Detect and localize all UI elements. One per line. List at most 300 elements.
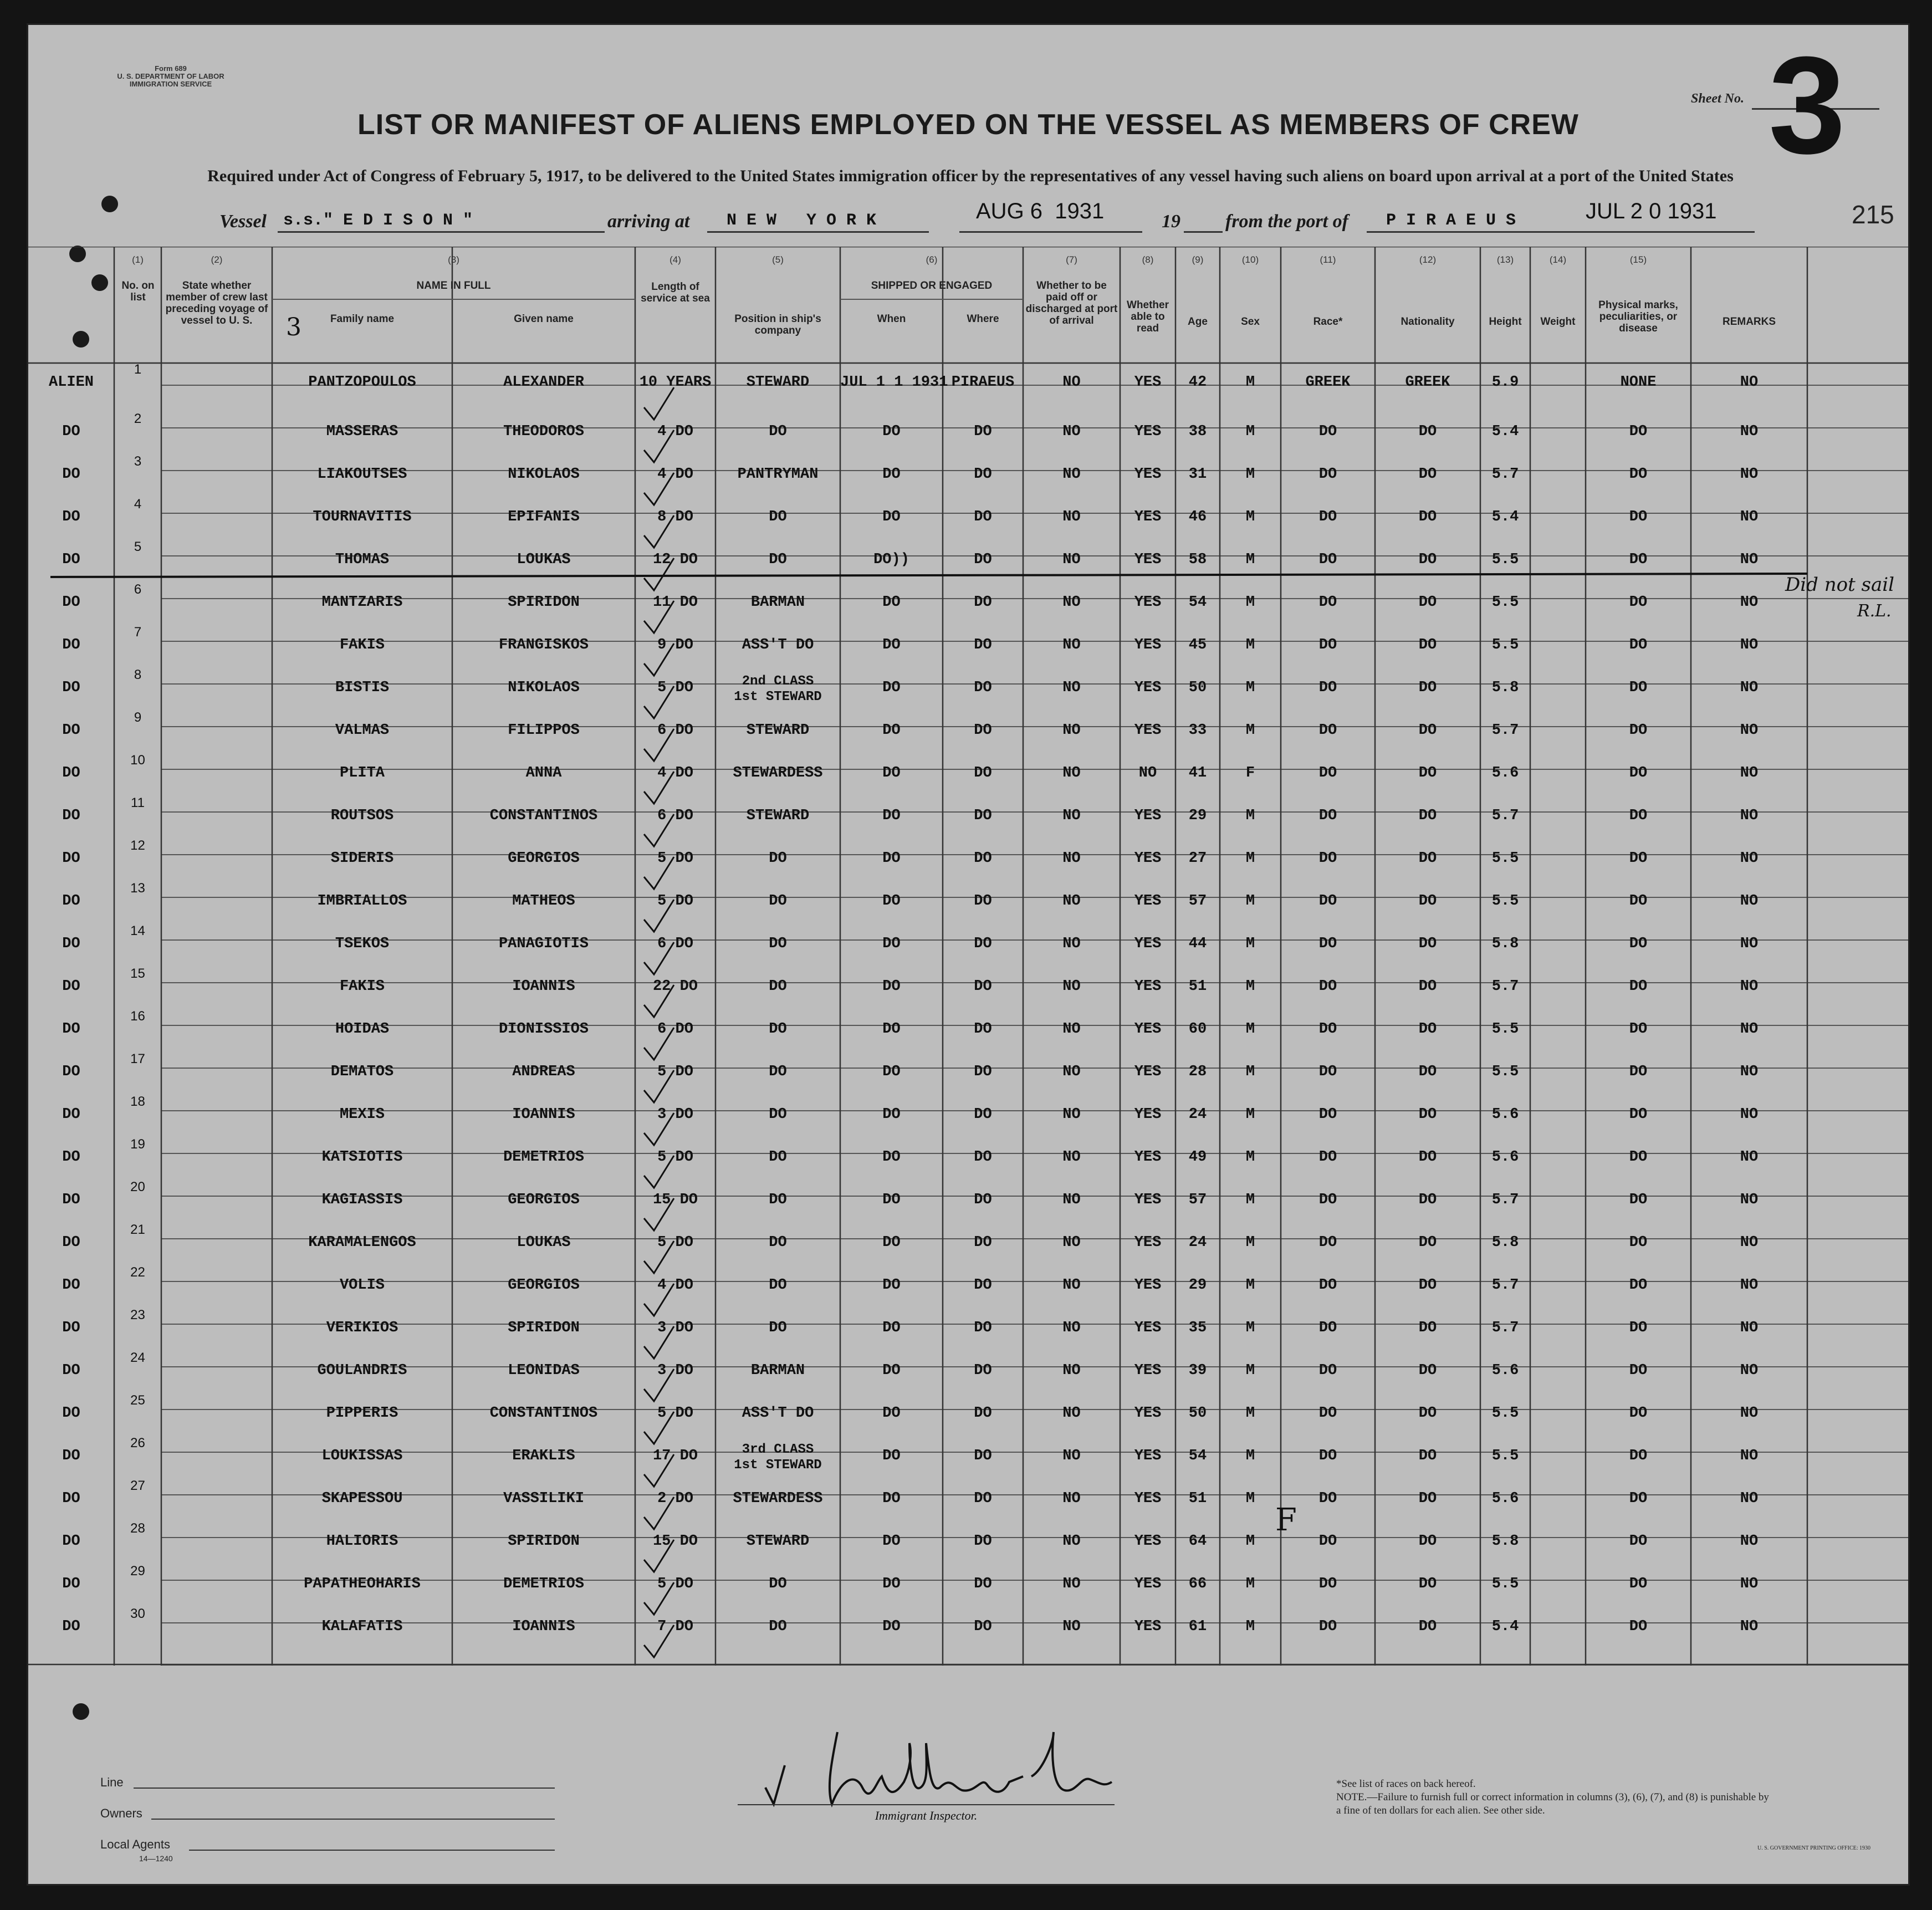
cell-height: 5.8: [1491, 1234, 1519, 1251]
cell-given: LOUKAS: [517, 1234, 571, 1251]
cell-family: HALIORIS: [326, 1533, 398, 1550]
cell-marks: DO: [1629, 1149, 1648, 1166]
when-header: When: [877, 313, 906, 325]
cell-race: DO: [1318, 466, 1337, 483]
cell-remarks: NO: [1740, 1448, 1759, 1464]
cell-given: GEORGIOS: [508, 850, 580, 867]
strike-through-line: [50, 574, 1807, 577]
cell-paid: NO: [1062, 1320, 1081, 1336]
cell-when: DO: [882, 1405, 901, 1422]
year-underline: [1184, 231, 1223, 233]
cell-given: DEMETRIOS: [503, 1149, 584, 1166]
cell-no: 11: [131, 795, 145, 810]
cell-position: DO: [769, 509, 787, 525]
cell-nationality: DO: [1418, 466, 1437, 483]
cell-when: DO: [882, 1533, 901, 1550]
cell-nationality: DO: [1418, 1405, 1437, 1422]
cell-no: 8: [134, 667, 142, 682]
cell-family: PLITA: [339, 765, 385, 782]
cell-position: DO: [769, 1277, 787, 1294]
cell-paid: NO: [1062, 1533, 1081, 1550]
cell-status: DO: [62, 551, 80, 568]
cell-race: DO: [1318, 893, 1337, 910]
column-number: (13): [1496, 254, 1514, 265]
cell-position: DO: [769, 1234, 787, 1251]
cell-sex: M: [1245, 1149, 1255, 1166]
cell-nationality: DO: [1418, 1192, 1437, 1208]
cell-race: DO: [1318, 1576, 1337, 1592]
cell-paid: NO: [1062, 893, 1081, 910]
cell-marks: DO: [1629, 1405, 1648, 1422]
height-header: Height: [1489, 316, 1522, 328]
cell-read: YES: [1134, 1277, 1162, 1294]
column-number: (5): [772, 254, 784, 265]
column-number: (7): [1066, 254, 1077, 265]
cell-remarks: NO: [1740, 1576, 1759, 1592]
cell-marks: DO: [1629, 1234, 1648, 1251]
cell-remarks: NO: [1740, 1149, 1759, 1166]
owners-label: Owners: [100, 1806, 142, 1820]
cell-race: DO: [1318, 551, 1337, 568]
form-line: Form 689: [155, 64, 187, 73]
cell-nationality: DO: [1418, 1064, 1437, 1080]
cell-marks: DO: [1629, 1362, 1648, 1379]
cell-position: STEWARD: [746, 722, 810, 739]
cell-remarks: NO: [1740, 466, 1759, 483]
cell-race: DO: [1318, 1448, 1337, 1464]
cell-family: SIDERIS: [330, 850, 394, 867]
cell-nationality: DO: [1418, 765, 1437, 782]
cell-status: DO: [62, 722, 80, 739]
punch-hole: [73, 1703, 89, 1720]
cell-age: 45: [1188, 637, 1207, 653]
cell-height: 5.6: [1491, 1362, 1519, 1379]
cell-age: 35: [1188, 1320, 1207, 1336]
no-on-list-header: No. on list: [121, 280, 155, 303]
cell-sex: M: [1245, 1021, 1255, 1038]
vessel-label: Vessel: [219, 211, 267, 232]
cell-nationality: DO: [1418, 1320, 1437, 1336]
cell-age: 61: [1188, 1618, 1207, 1635]
cell-paid: NO: [1062, 423, 1081, 440]
cell-read: YES: [1134, 680, 1162, 696]
cell-position: DO: [769, 551, 787, 568]
column-number: (9): [1192, 254, 1204, 265]
cell-length: 5 DO: [657, 1576, 693, 1592]
cell-where: DO: [974, 1234, 992, 1251]
cell-height: 5.5: [1491, 1021, 1519, 1038]
departure-date-stamp: JUL 2 0 1931: [1586, 199, 1717, 223]
cell-family: KATSIOTIS: [321, 1149, 403, 1166]
races-note: *See list of races on back hereof.: [1336, 1778, 1476, 1790]
family-name-header: Family name: [330, 313, 395, 325]
state-whether-header: State whether member of crew last preceding voyage of vessel to U. S.: [165, 280, 268, 326]
cell-no: 21: [130, 1222, 145, 1237]
cell-when: DO: [882, 978, 901, 995]
cell-no: 17: [130, 1051, 145, 1066]
cell-paid: NO: [1062, 466, 1081, 483]
vessel-underline: [278, 231, 605, 233]
cell-position: DO: [769, 1021, 787, 1038]
column-number: (11): [1320, 254, 1336, 265]
cell-family: KARAMALENGOS: [308, 1234, 416, 1251]
cell-where: DO: [974, 423, 992, 440]
cell-given: PANAGIOTIS: [498, 936, 589, 952]
cell-height: 5.7: [1491, 722, 1519, 739]
cell-paid: NO: [1062, 1149, 1081, 1166]
cell-sex: M: [1245, 722, 1255, 739]
cell-status: DO: [62, 936, 80, 952]
cell-status: DO: [62, 594, 80, 611]
cell-age: 57: [1188, 893, 1207, 910]
cell-status: DO: [62, 1320, 80, 1336]
cell-position: STEWARD: [746, 374, 810, 391]
cell-paid: NO: [1062, 1405, 1081, 1422]
cell-where: DO: [974, 1362, 992, 1379]
form-line: U. S. DEPARTMENT OF LABOR: [117, 72, 224, 80]
column-number: (15): [1629, 254, 1647, 265]
cell-position: STEWARDESS: [733, 1490, 823, 1507]
cell-read: YES: [1134, 423, 1162, 440]
cell-sex: M: [1245, 808, 1255, 824]
line-label: Line: [100, 1775, 124, 1789]
cell-age: 24: [1188, 1234, 1207, 1251]
cell-nationality: DO: [1418, 551, 1437, 568]
cell-height: 5.7: [1491, 1192, 1519, 1208]
cell-no: 22: [130, 1265, 145, 1280]
cell-where: DO: [974, 978, 992, 995]
cell-when: DO: [882, 637, 901, 653]
cell-sex: M: [1245, 1362, 1255, 1379]
cell-read: YES: [1134, 893, 1162, 910]
cell-sex: M: [1245, 1405, 1255, 1422]
cell-when: JUL 1 1 1931: [840, 374, 948, 391]
cell-position: DO: [769, 423, 787, 440]
cell-nationality: GREEK: [1405, 374, 1450, 391]
cell-marks: DO: [1629, 509, 1648, 525]
column-number: (10): [1241, 254, 1259, 265]
cell-race: DO: [1318, 1362, 1337, 1379]
cell-remarks: NO: [1740, 765, 1759, 782]
cell-when: DO: [882, 893, 901, 910]
cell-read: YES: [1134, 509, 1162, 525]
cell-given: THEODOROS: [503, 423, 584, 440]
cell-remarks: NO: [1740, 594, 1759, 611]
cell-age: 66: [1188, 1576, 1207, 1592]
cell-race: DO: [1318, 850, 1337, 867]
cell-status: DO: [62, 509, 80, 525]
cell-sex: M: [1245, 374, 1255, 391]
cell-given: GEORGIOS: [508, 1277, 580, 1294]
cell-status: DO: [62, 637, 80, 653]
cell-paid: NO: [1062, 765, 1081, 782]
where-header: Where: [967, 313, 999, 325]
cell-position: DO: [769, 1320, 787, 1336]
cell-nationality: DO: [1418, 1448, 1437, 1464]
cell-read: YES: [1134, 936, 1162, 952]
name-column-mark: 3: [286, 313, 301, 341]
cell-read: YES: [1134, 1234, 1162, 1251]
cell-race: DO: [1318, 1106, 1337, 1123]
cell-age: 54: [1188, 1448, 1207, 1464]
cell-sex: M: [1245, 936, 1255, 952]
cell-remarks: NO: [1740, 509, 1759, 525]
cell-sex: M: [1245, 1320, 1255, 1336]
column-number: (1): [132, 254, 144, 265]
cell-when: DO: [882, 1234, 901, 1251]
cell-length: 5 DO: [657, 1234, 693, 1251]
cell-paid: NO: [1062, 808, 1081, 824]
date-underline: [959, 231, 1142, 233]
cell-age: 51: [1188, 978, 1207, 995]
cell-marks: DO: [1629, 1021, 1648, 1038]
cell-sex: M: [1245, 893, 1255, 910]
cell-race: DO: [1318, 1064, 1337, 1080]
cell-sex: M: [1245, 637, 1255, 653]
cell-position: 2nd CLASS 1st STEWARD: [734, 674, 822, 704]
arriving-underline: [707, 231, 929, 233]
cell-age: 38: [1188, 423, 1207, 440]
cell-no: 18: [130, 1094, 145, 1109]
printer-imprint: U. S. GOVERNMENT PRINTING OFFICE: 1930: [1757, 1845, 1870, 1851]
cell-no: 6: [134, 582, 142, 597]
cell-status: DO: [62, 1277, 80, 1294]
cell-height: 5.6: [1491, 1106, 1519, 1123]
cell-remarks: NO: [1740, 1021, 1759, 1038]
cell-position: ASS'T DO: [742, 637, 814, 653]
cell-age: 31: [1188, 466, 1207, 483]
cell-given: IOANNIS: [512, 1106, 575, 1123]
cell-remarks: NO: [1740, 1064, 1759, 1080]
cell-race: DO: [1318, 722, 1337, 739]
cell-sex: M: [1245, 1576, 1255, 1592]
cell-race: DO: [1318, 423, 1337, 440]
position-header: Position in ship's company: [734, 313, 821, 336]
cell-height: 5.6: [1491, 1149, 1519, 1166]
cell-nationality: DO: [1418, 509, 1437, 525]
cell-position: DO: [769, 1576, 787, 1592]
cell-when: DO: [882, 1064, 901, 1080]
cell-status: DO: [62, 1618, 80, 1635]
cell-read: YES: [1134, 1618, 1162, 1635]
cell-read: YES: [1134, 1405, 1162, 1422]
cell-read: YES: [1134, 1192, 1162, 1208]
cell-family: LOUKISSAS: [321, 1448, 403, 1464]
from-underline: [1367, 231, 1755, 233]
cell-height: 5.7: [1491, 1277, 1519, 1294]
cell-paid: NO: [1062, 1064, 1081, 1080]
cell-nationality: DO: [1418, 1277, 1437, 1294]
cell-status: DO: [62, 1192, 80, 1208]
able-to-read-header: Whether able to read: [1127, 299, 1169, 334]
cell-where: DO: [974, 765, 992, 782]
cell-family: GOULANDRIS: [317, 1362, 407, 1379]
cell-sex: M: [1245, 1533, 1255, 1550]
arrival-date-stamp: AUG 6 1931: [976, 199, 1105, 223]
sex-correction-note: F: [1275, 1502, 1297, 1538]
cell-nationality: DO: [1418, 1362, 1437, 1379]
cell-when: DO: [882, 936, 901, 952]
cell-paid: NO: [1062, 374, 1081, 391]
cell-nationality: DO: [1418, 637, 1437, 653]
cell-position: BARMAN: [750, 1362, 805, 1379]
remarks-header: REMARKS: [1722, 316, 1776, 328]
cell-family: MANTZARIS: [321, 594, 403, 611]
cell-where: DO: [974, 893, 992, 910]
cell-given: NIKOLAOS: [508, 466, 580, 483]
cell-remarks: NO: [1740, 423, 1759, 440]
cell-no: 27: [130, 1478, 145, 1493]
initials-note: R.L.: [1857, 601, 1892, 621]
from-port-label: from the port of: [1225, 211, 1348, 232]
cell-position: STEWARD: [746, 808, 810, 824]
cell-given: ERAKLIS: [512, 1448, 575, 1464]
cell-position: DO: [769, 1106, 787, 1123]
cell-given: SPIRIDON: [508, 1533, 580, 1550]
age-header: Age: [1188, 316, 1208, 328]
cell-paid: NO: [1062, 1277, 1081, 1294]
cell-length: 12 DO: [652, 551, 698, 568]
cell-given: VASSILIKI: [503, 1490, 584, 1507]
cell-marks: DO: [1629, 1192, 1648, 1208]
cell-where: DO: [974, 722, 992, 739]
cell-length: 3 DO: [657, 1362, 693, 1379]
cell-length: 5 DO: [657, 1064, 693, 1080]
signature-text: William Seiler: [843, 1803, 898, 1812]
cell-given: EPIFANIS: [508, 509, 580, 525]
cell-read: YES: [1134, 1149, 1162, 1166]
owners-underline: [151, 1819, 555, 1820]
page-number: 215: [1852, 200, 1894, 229]
column-number: (3): [448, 254, 459, 265]
cell-status: DO: [62, 1149, 80, 1166]
cell-read: YES: [1134, 1064, 1162, 1080]
cell-race: DO: [1318, 1490, 1337, 1507]
cell-no: 19: [130, 1137, 145, 1152]
cell-family: KAGIASSIS: [321, 1192, 403, 1208]
cell-paid: NO: [1062, 1234, 1081, 1251]
cell-sex: M: [1245, 1490, 1255, 1507]
cell-sex: M: [1245, 551, 1255, 568]
cell-read: YES: [1134, 1362, 1162, 1379]
cell-race: DO: [1318, 1618, 1337, 1635]
cell-family: FAKIS: [339, 637, 385, 653]
cell-family: SKAPESSOU: [321, 1490, 403, 1507]
cell-status: ALIEN: [48, 374, 94, 391]
inspector-underline: [738, 1804, 1115, 1805]
vessel-name: s.s." E D I S O N ": [283, 211, 473, 230]
column-number: (14): [1549, 254, 1567, 265]
cell-no: 28: [130, 1521, 145, 1536]
cell-length: 2 DO: [657, 1490, 693, 1507]
cell-status: DO: [62, 1021, 80, 1038]
cell-when: DO: [882, 466, 901, 483]
cell-race: DO: [1318, 1021, 1337, 1038]
inspector-signature: [743, 1721, 1198, 1815]
cell-given: SPIRIDON: [508, 1320, 580, 1336]
cell-nationality: DO: [1418, 1576, 1437, 1592]
cell-nationality: DO: [1418, 1533, 1437, 1550]
cell-paid: NO: [1062, 637, 1081, 653]
cell-sex: M: [1245, 1106, 1255, 1123]
cell-status: DO: [62, 1576, 80, 1592]
cell-no: 10: [130, 753, 145, 768]
cell-length: 5 DO: [657, 1149, 693, 1166]
cell-length: 4 DO: [657, 423, 693, 440]
cell-marks: DO: [1629, 808, 1648, 824]
cell-remarks: NO: [1740, 637, 1759, 653]
cell-length: 6 DO: [657, 936, 693, 952]
cell-remarks: NO: [1740, 1192, 1759, 1208]
form-line: IMMIGRATION SERVICE: [129, 80, 212, 88]
cell-race: DO: [1318, 1192, 1337, 1208]
cell-length: 6 DO: [657, 722, 693, 739]
cell-length: 22 DO: [652, 978, 698, 995]
local-agents-label: Local Agents: [100, 1837, 170, 1851]
cell-read: YES: [1134, 978, 1162, 995]
cell-age: 29: [1188, 1277, 1207, 1294]
cell-marks: DO: [1629, 1106, 1648, 1123]
cell-paid: NO: [1062, 1576, 1081, 1592]
cell-length: 8 DO: [657, 509, 693, 525]
cell-height: 5.5: [1491, 1448, 1519, 1464]
cell-given: IOANNIS: [512, 978, 575, 995]
penalty-note: NOTE.—Failure to furnish full or correct information in columns (3), (6), (7), and (8) is punishable by a fine of ten dollars for each alien. See other side.: [1336, 1791, 1769, 1816]
cell-where: DO: [974, 1576, 992, 1592]
cell-status: DO: [62, 423, 80, 440]
cell-height: 5.5: [1491, 893, 1519, 910]
cell-family: ROUTSOS: [330, 808, 394, 824]
length-of-service-header: Length of service at sea: [641, 281, 710, 304]
manifest-sheet: [27, 23, 1910, 1886]
cell-length: 9 DO: [657, 637, 693, 653]
cell-height: 5.7: [1491, 808, 1519, 824]
cell-height: 5.5: [1491, 850, 1519, 867]
cell-race: DO: [1318, 1320, 1337, 1336]
cell-when: DO: [882, 722, 901, 739]
cell-race: GREEK: [1305, 374, 1351, 391]
cell-given: DEMETRIOS: [503, 1576, 584, 1592]
cell-family: TSEKOS: [335, 936, 390, 952]
cell-marks: DO: [1629, 850, 1648, 867]
cell-sex: M: [1245, 1277, 1255, 1294]
cell-where: PIRAEUS: [951, 374, 1015, 391]
cell-remarks: NO: [1740, 1277, 1759, 1294]
cell-family: BISTIS: [335, 680, 390, 696]
cell-height: 5.7: [1491, 978, 1519, 995]
cell-no: 15: [130, 966, 145, 981]
cell-given: LOUKAS: [517, 551, 571, 568]
cell-nationality: DO: [1418, 936, 1437, 952]
cell-when: DO: [882, 594, 901, 611]
cell-family: VALMAS: [335, 722, 390, 739]
cell-age: 39: [1188, 1362, 1207, 1379]
cell-no: 24: [130, 1350, 145, 1365]
cell-given: MATHEOS: [512, 893, 575, 910]
cell-remarks: NO: [1740, 1405, 1759, 1422]
cell-nationality: DO: [1418, 893, 1437, 910]
cell-where: DO: [974, 509, 992, 525]
cell-remarks: NO: [1740, 808, 1759, 824]
cell-position: DO: [769, 936, 787, 952]
cell-age: 64: [1188, 1533, 1207, 1550]
cell-status: DO: [62, 1234, 80, 1251]
cell-given: CONSTANTINOS: [489, 808, 598, 824]
cell-read: YES: [1134, 808, 1162, 824]
cell-sex: M: [1245, 466, 1255, 483]
cell-family: LIAKOUTSES: [317, 466, 407, 483]
cell-height: 5.5: [1491, 594, 1519, 611]
